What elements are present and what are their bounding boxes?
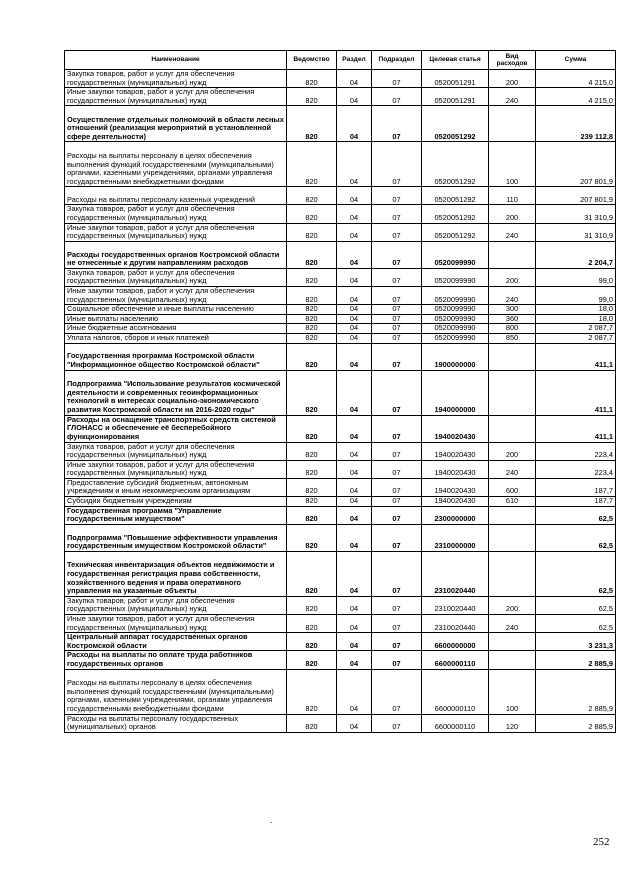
- cell-razdel: 04: [337, 415, 372, 442]
- cell-name: Государственная программа "Управление государственным имуществом": [65, 506, 287, 524]
- cell-name: Иные закупки товаров, работ и услуг для обеспечения государственных (муниципальных) нужд: [65, 223, 287, 241]
- cell-razdel: 04: [337, 651, 372, 669]
- table-row: [65, 714, 616, 732]
- cell-celevaya-statya: 0520099990: [422, 305, 489, 315]
- cell-podrazdel: 07: [372, 551, 422, 596]
- cell-razdel: 04: [337, 669, 372, 714]
- cell-name: Социальное обеспечение и иные выплаты населению: [65, 305, 287, 315]
- table-row: [65, 314, 616, 324]
- cell-vedomstvo: 820: [287, 506, 337, 524]
- cell-summa: 99,0: [536, 268, 616, 286]
- cell-name: Закупка товаров, работ и услуг для обеспечения государственных (муниципальных) нужд: [65, 442, 287, 460]
- cell-vedomstvo: 820: [287, 106, 337, 142]
- header-celevaya-statya: Целевая статья: [422, 51, 489, 70]
- budget-table: [64, 50, 616, 733]
- cell-podrazdel: 07: [372, 268, 422, 286]
- cell-vedomstvo: 820: [287, 633, 337, 651]
- cell-vedomstvo: 820: [287, 314, 337, 324]
- table-row: [65, 506, 616, 524]
- cell-podrazdel: 07: [372, 343, 422, 370]
- header-podrazdel: Подраздел: [372, 51, 422, 70]
- cell-vid-rashodov: 200: [489, 268, 536, 286]
- cell-celevaya-statya: 1940020430: [422, 415, 489, 442]
- scan-mark: [270, 822, 272, 823]
- cell-podrazdel: 07: [372, 415, 422, 442]
- cell-name: Иные закупки товаров, работ и услуг для обеспечения государственных (муниципальных) нужд: [65, 460, 287, 478]
- cell-summa: 3 231,3: [536, 633, 616, 651]
- cell-summa: 2 204,7: [536, 241, 616, 268]
- cell-name: Центральный аппарат государственных органов Костромской области: [65, 633, 287, 651]
- cell-vid-rashodov: 300: [489, 305, 536, 315]
- table-row: [65, 615, 616, 633]
- cell-vid-rashodov: [489, 415, 536, 442]
- cell-celevaya-statya: 1940020430: [422, 478, 489, 496]
- cell-podrazdel: 07: [372, 314, 422, 324]
- table-row: [65, 333, 616, 343]
- cell-celevaya-statya: 0520051292: [422, 223, 489, 241]
- cell-vid-rashodov: 110: [489, 187, 536, 205]
- cell-vid-rashodov: 850: [489, 333, 536, 343]
- table-row: [65, 70, 616, 88]
- cell-summa: 223,4: [536, 442, 616, 460]
- cell-razdel: 04: [337, 714, 372, 732]
- cell-name: Подпрограмма "Повышение эффективности управления государственным имуществом Костромской области": [65, 524, 287, 551]
- cell-razdel: 04: [337, 370, 372, 415]
- cell-vedomstvo: 820: [287, 478, 337, 496]
- cell-vedomstvo: 820: [287, 615, 337, 633]
- cell-podrazdel: 07: [372, 106, 422, 142]
- cell-vedomstvo: 820: [287, 88, 337, 106]
- cell-celevaya-statya: 6600000110: [422, 651, 489, 669]
- cell-podrazdel: 07: [372, 442, 422, 460]
- cell-celevaya-statya: 2310020440: [422, 551, 489, 596]
- cell-summa: 4 215,0: [536, 70, 616, 88]
- cell-vedomstvo: 820: [287, 669, 337, 714]
- cell-celevaya-statya: 0520099990: [422, 241, 489, 268]
- cell-vid-rashodov: [489, 506, 536, 524]
- table-row: [65, 343, 616, 370]
- cell-celevaya-statya: 0520051292: [422, 205, 489, 223]
- cell-vedomstvo: 820: [287, 324, 337, 334]
- cell-podrazdel: 07: [372, 596, 422, 614]
- cell-name: Расходы на выплаты персоналу в целях обеспечения выполнения функций государственными (муниципальными) органами, казенными учреждениями, органами управления государственными внебюджетными фондами: [65, 669, 287, 714]
- table-row: [65, 633, 616, 651]
- cell-podrazdel: 07: [372, 506, 422, 524]
- cell-summa: 2 885,9: [536, 669, 616, 714]
- cell-podrazdel: 07: [372, 669, 422, 714]
- cell-celevaya-statya: 0520099990: [422, 286, 489, 304]
- table-row: [65, 268, 616, 286]
- table-row: [65, 596, 616, 614]
- cell-vid-rashodov: 240: [489, 223, 536, 241]
- cell-name: Расходы государственных органов Костромской области не отнесенные к другим направлениям расходов: [65, 241, 287, 268]
- cell-vid-rashodov: 360: [489, 314, 536, 324]
- cell-podrazdel: 07: [372, 70, 422, 88]
- cell-razdel: 04: [337, 478, 372, 496]
- cell-name: Расходы на выплаты персоналу казенных учреждений: [65, 187, 287, 205]
- cell-vid-rashodov: 120: [489, 714, 536, 732]
- cell-vid-rashodov: 800: [489, 324, 536, 334]
- cell-vedomstvo: 820: [287, 223, 337, 241]
- table-row: [65, 88, 616, 106]
- cell-summa: 223,4: [536, 460, 616, 478]
- cell-celevaya-statya: 1940020430: [422, 497, 489, 507]
- cell-summa: 99,0: [536, 286, 616, 304]
- cell-vedomstvo: 820: [287, 268, 337, 286]
- cell-podrazdel: 07: [372, 205, 422, 223]
- cell-vedomstvo: 820: [287, 524, 337, 551]
- cell-vedomstvo: 820: [287, 442, 337, 460]
- cell-summa: 187,7: [536, 497, 616, 507]
- table-row: [65, 370, 616, 415]
- cell-vedomstvo: 820: [287, 205, 337, 223]
- cell-summa: 207 801,9: [536, 142, 616, 187]
- cell-vid-rashodov: 200: [489, 442, 536, 460]
- cell-summa: 2 885,9: [536, 714, 616, 732]
- cell-razdel: 04: [337, 223, 372, 241]
- cell-name: Иные выплаты населению: [65, 314, 287, 324]
- cell-name: Уплата налогов, сборов и иных платежей: [65, 333, 287, 343]
- cell-vid-rashodov: 240: [489, 88, 536, 106]
- cell-celevaya-statya: 0520051291: [422, 70, 489, 88]
- cell-vedomstvo: 820: [287, 286, 337, 304]
- cell-summa: 207 801,9: [536, 187, 616, 205]
- cell-summa: 239 112,8: [536, 106, 616, 142]
- cell-celevaya-statya: 6600000110: [422, 714, 489, 732]
- cell-razdel: 04: [337, 596, 372, 614]
- cell-razdel: 04: [337, 70, 372, 88]
- cell-podrazdel: 07: [372, 142, 422, 187]
- cell-celevaya-statya: 0520051292: [422, 187, 489, 205]
- table-row: [65, 478, 616, 496]
- cell-summa: 2 087,7: [536, 333, 616, 343]
- cell-name: Предоставление субсидий бюджетным, автономным учреждениям и иным некоммерческим организациям: [65, 478, 287, 496]
- cell-name: Иные закупки товаров, работ и услуг для обеспечения государственных (муниципальных) нужд: [65, 88, 287, 106]
- cell-vedomstvo: 820: [287, 70, 337, 88]
- cell-vid-rashodov: [489, 633, 536, 651]
- cell-podrazdel: 07: [372, 615, 422, 633]
- header-vid-rashodov: Вид расходов: [489, 51, 536, 70]
- cell-razdel: 04: [337, 551, 372, 596]
- cell-celevaya-statya: 1900000000: [422, 343, 489, 370]
- table-row: [65, 497, 616, 507]
- cell-name: Расходы на выплаты персоналу в целях обеспечения выполнения функций государственными (муниципальными) органами, казенными учреждениями, органами управления государственными внебюджетными фондами: [65, 142, 287, 187]
- cell-summa: 62,5: [536, 524, 616, 551]
- header-vedomstvo: Ведомство: [287, 51, 337, 70]
- cell-podrazdel: 07: [372, 524, 422, 551]
- cell-celevaya-statya: 1940020430: [422, 460, 489, 478]
- cell-podrazdel: 07: [372, 223, 422, 241]
- cell-celevaya-statya: 6600000000: [422, 633, 489, 651]
- table-row: [65, 223, 616, 241]
- cell-podrazdel: 07: [372, 187, 422, 205]
- cell-vid-rashodov: 610: [489, 497, 536, 507]
- cell-vid-rashodov: 240: [489, 615, 536, 633]
- cell-summa: 62,5: [536, 615, 616, 633]
- budget-sheet: [64, 50, 615, 733]
- cell-vedomstvo: 820: [287, 241, 337, 268]
- cell-razdel: 04: [337, 268, 372, 286]
- cell-name: Подпрограмма "Использование результатов космической деятельности и современных геоинформационных технологий в интересах социально-экономического развития Костромской области на 2016-2020 годы": [65, 370, 287, 415]
- cell-razdel: 04: [337, 633, 372, 651]
- table-header-row: [65, 51, 616, 70]
- cell-vid-rashodov: 200: [489, 596, 536, 614]
- cell-vedomstvo: 820: [287, 415, 337, 442]
- cell-summa: 4 215,0: [536, 88, 616, 106]
- cell-name: Техническая инвентаризация объектов недвижимости и государственная регистрация права собственности, хозяйственного ведения и права оперативного управления на указанные объекты: [65, 551, 287, 596]
- cell-celevaya-statya: 6600000110: [422, 669, 489, 714]
- cell-vid-rashodov: 240: [489, 286, 536, 304]
- cell-razdel: 04: [337, 314, 372, 324]
- cell-summa: 411,1: [536, 343, 616, 370]
- cell-summa: 2 885,9: [536, 651, 616, 669]
- cell-podrazdel: 07: [372, 460, 422, 478]
- cell-vedomstvo: 820: [287, 333, 337, 343]
- cell-vid-rashodov: 100: [489, 142, 536, 187]
- cell-vid-rashodov: 200: [489, 205, 536, 223]
- cell-name: Иные бюджетные ассигнования: [65, 324, 287, 334]
- cell-vid-rashodov: [489, 241, 536, 268]
- cell-celevaya-statya: 2300000000: [422, 506, 489, 524]
- cell-podrazdel: 07: [372, 633, 422, 651]
- cell-podrazdel: 07: [372, 651, 422, 669]
- table-row: [65, 651, 616, 669]
- cell-summa: 411,1: [536, 370, 616, 415]
- cell-razdel: 04: [337, 524, 372, 551]
- cell-vedomstvo: 820: [287, 714, 337, 732]
- cell-celevaya-statya: 0520051292: [422, 106, 489, 142]
- cell-celevaya-statya: 0520099990: [422, 333, 489, 343]
- cell-vid-rashodov: 600: [489, 478, 536, 496]
- cell-summa: 2 087,7: [536, 324, 616, 334]
- cell-podrazdel: 07: [372, 497, 422, 507]
- cell-razdel: 04: [337, 442, 372, 460]
- cell-razdel: 04: [337, 497, 372, 507]
- cell-celevaya-statya: 1940000000: [422, 370, 489, 415]
- cell-summa: 31 310,9: [536, 223, 616, 241]
- cell-vedomstvo: 820: [287, 460, 337, 478]
- cell-name: Расходы на выплаты по оплате труда работников государственных органов: [65, 651, 287, 669]
- cell-razdel: 04: [337, 506, 372, 524]
- cell-vid-rashodov: [489, 524, 536, 551]
- table-row: [65, 442, 616, 460]
- cell-vid-rashodov: 200: [489, 70, 536, 88]
- table-row: [65, 106, 616, 142]
- cell-podrazdel: 07: [372, 88, 422, 106]
- page-number: 252: [593, 836, 610, 848]
- cell-celevaya-statya: 1940020430: [422, 442, 489, 460]
- cell-podrazdel: 07: [372, 324, 422, 334]
- cell-vedomstvo: 820: [287, 343, 337, 370]
- cell-razdel: 04: [337, 241, 372, 268]
- cell-razdel: 04: [337, 333, 372, 343]
- cell-celevaya-statya: 0520051291: [422, 88, 489, 106]
- cell-vedomstvo: 820: [287, 596, 337, 614]
- cell-vid-rashodov: [489, 651, 536, 669]
- cell-celevaya-statya: 0520099990: [422, 324, 489, 334]
- cell-razdel: 04: [337, 343, 372, 370]
- cell-name: Субсидии бюджетным учреждениям: [65, 497, 287, 507]
- cell-summa: 62,5: [536, 596, 616, 614]
- cell-summa: 411,1: [536, 415, 616, 442]
- cell-name: Закупка товаров, работ и услуг для обеспечения государственных (муниципальных) нужд: [65, 70, 287, 88]
- cell-summa: 62,5: [536, 506, 616, 524]
- cell-razdel: 04: [337, 615, 372, 633]
- cell-name: Иные закупки товаров, работ и услуг для обеспечения государственных (муниципальных) нужд: [65, 615, 287, 633]
- cell-vedomstvo: 820: [287, 187, 337, 205]
- cell-celevaya-statya: 0520099990: [422, 314, 489, 324]
- cell-name: Осуществление отдельных полномочий в области лесных отношений (реализация мероприятий в установленной сфере деятельности): [65, 106, 287, 142]
- cell-razdel: 04: [337, 324, 372, 334]
- cell-podrazdel: 07: [372, 286, 422, 304]
- cell-vid-rashodov: 100: [489, 669, 536, 714]
- cell-vid-rashodov: [489, 343, 536, 370]
- cell-celevaya-statya: 2310020440: [422, 615, 489, 633]
- cell-vedomstvo: 820: [287, 651, 337, 669]
- cell-razdel: 04: [337, 286, 372, 304]
- cell-razdel: 04: [337, 88, 372, 106]
- table-row: [65, 669, 616, 714]
- cell-vedomstvo: 820: [287, 497, 337, 507]
- table-row: [65, 524, 616, 551]
- header-name: Наименование: [65, 51, 287, 70]
- table-row: [65, 205, 616, 223]
- cell-name: Иные закупки товаров, работ и услуг для обеспечения государственных (муниципальных) нужд: [65, 286, 287, 304]
- cell-razdel: 04: [337, 142, 372, 187]
- cell-vedomstvo: 820: [287, 305, 337, 315]
- cell-summa: 18,0: [536, 305, 616, 315]
- header-summa: Сумма: [536, 51, 616, 70]
- table-body: [65, 70, 616, 733]
- cell-celevaya-statya: 2310020440: [422, 596, 489, 614]
- cell-vedomstvo: 820: [287, 551, 337, 596]
- cell-celevaya-statya: 0520099990: [422, 268, 489, 286]
- cell-vid-rashodov: [489, 106, 536, 142]
- cell-summa: 31 310,9: [536, 205, 616, 223]
- cell-razdel: 04: [337, 187, 372, 205]
- cell-vedomstvo: 820: [287, 142, 337, 187]
- table-row: [65, 415, 616, 442]
- cell-name: Расходы на оснащение транспортных средств системой ГЛОНАСС и обеспечение её бесперебойного функционирования: [65, 415, 287, 442]
- cell-name: Государственная программа Костромской области "Информационное общество Костромской области": [65, 343, 287, 370]
- cell-podrazdel: 07: [372, 370, 422, 415]
- cell-podrazdel: 07: [372, 478, 422, 496]
- cell-podrazdel: 07: [372, 333, 422, 343]
- table-row: [65, 241, 616, 268]
- cell-razdel: 04: [337, 106, 372, 142]
- cell-podrazdel: 07: [372, 241, 422, 268]
- cell-razdel: 04: [337, 205, 372, 223]
- cell-podrazdel: 07: [372, 305, 422, 315]
- cell-summa: 187,7: [536, 478, 616, 496]
- cell-summa: 62,5: [536, 551, 616, 596]
- table-row: [65, 305, 616, 315]
- cell-razdel: 04: [337, 460, 372, 478]
- cell-razdel: 04: [337, 305, 372, 315]
- cell-vid-rashodov: [489, 551, 536, 596]
- cell-vid-rashodov: [489, 370, 536, 415]
- cell-vedomstvo: 820: [287, 370, 337, 415]
- cell-vid-rashodov: 240: [489, 460, 536, 478]
- cell-celevaya-statya: 2310000000: [422, 524, 489, 551]
- table-row: [65, 324, 616, 334]
- header-razdel: Раздел: [337, 51, 372, 70]
- table-row: [65, 460, 616, 478]
- cell-name: Расходы на выплаты персоналу государственных (муниципальных) органов: [65, 714, 287, 732]
- cell-name: Закупка товаров, работ и услуг для обеспечения государственных (муниципальных) нужд: [65, 205, 287, 223]
- table-row: [65, 551, 616, 596]
- table-row: [65, 187, 616, 205]
- table-row: [65, 142, 616, 187]
- cell-celevaya-statya: 0520051292: [422, 142, 489, 187]
- cell-podrazdel: 07: [372, 714, 422, 732]
- cell-name: Закупка товаров, работ и услуг для обеспечения государственных (муниципальных) нужд: [65, 596, 287, 614]
- table-row: [65, 286, 616, 304]
- cell-summa: 18,0: [536, 314, 616, 324]
- cell-name: Закупка товаров, работ и услуг для обеспечения государственных (муниципальных) нужд: [65, 268, 287, 286]
